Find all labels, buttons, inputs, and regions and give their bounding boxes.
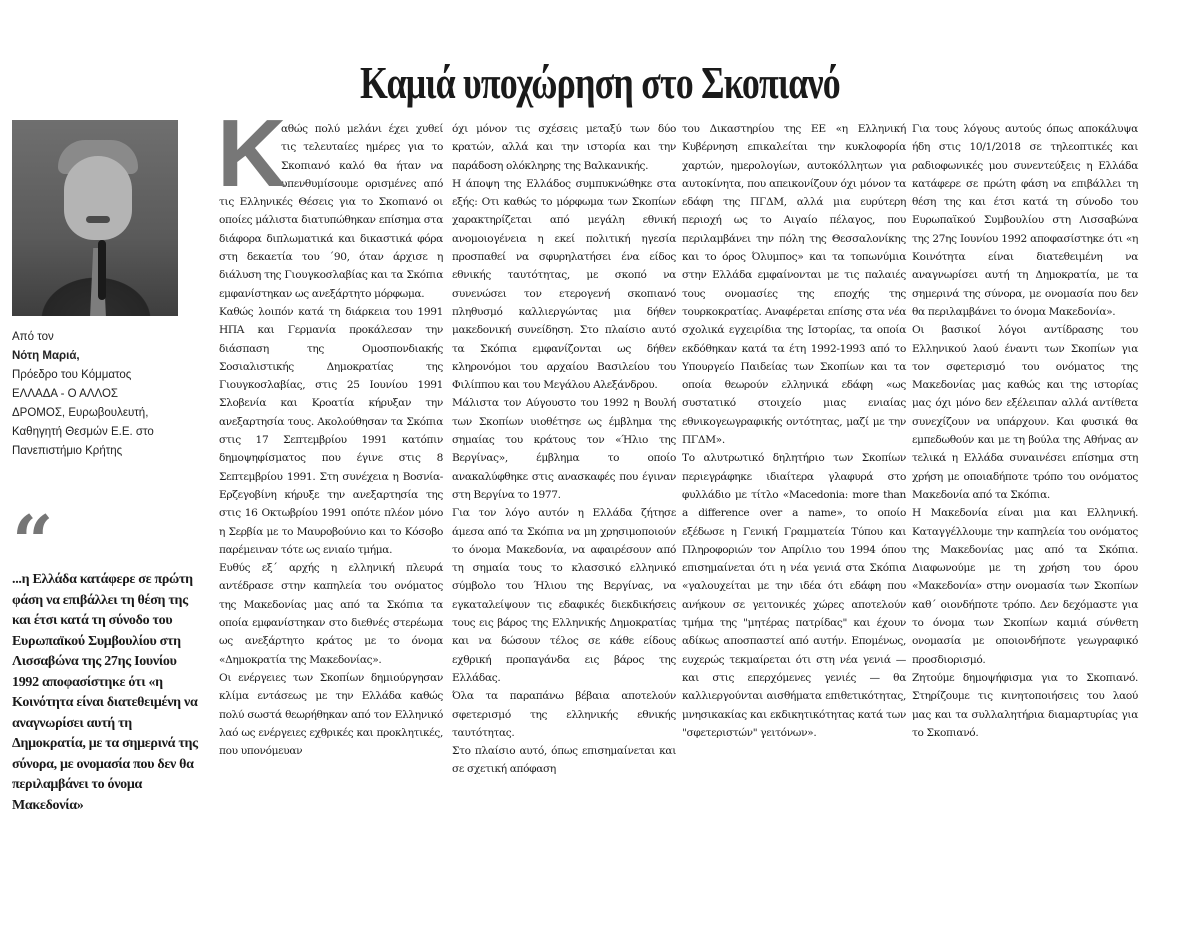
byline-prefix: Από τον <box>12 331 54 343</box>
author-byline <box>12 328 197 461</box>
article-paragraph: Όλα τα παραπάνω βέβαια αποτελούν σφετερισμό της ελληνικής εθνικής ταυτότητας. <box>452 690 676 739</box>
author-role-line: ΔΡΟΜΟΣ, Ευρωβουλευτή, <box>12 407 149 419</box>
article-paragraph: όχι μόνον τις σχέσεις μεταξύ των δύο κρατών, αλλά και την ιστορία και την παράδοση ολόκληρης της Βαλκανικής. <box>452 123 676 172</box>
article-paragraph: Στο πλαίσιο αυτό, όπως επισημαίνεται και σε σχετική απόφαση <box>452 745 676 776</box>
article-column-2 <box>452 120 676 779</box>
article-paragraph: Για τους λόγους αυτούς όπως αποκάλυψα ήδη στις 10/1/2018 σε τηλεοπτικές και ραδιοφωνικές μου συνεντεύξεις η Ελλάδα κατάφερε σε πρώτη φάση να επιβάλλει τη θέση της και έτσι κατά τη σύνοδο του Ευρωπαϊκού Συμβουλίου στη Λισσαβώνα της 27ης Ιουνίου 1992 αποφασίστηκε ότι «η Κοινότητα είναι διατεθειμένη να αναγνωρίσει αυτή τη Δημοκρατία, με τα σημερινά της σύνορα, με ονομασία που δεν θα περιλαμβάνει το όνομα Μακεδονία». <box>912 123 1138 318</box>
photo-mouth <box>86 216 110 223</box>
article-column-3 <box>682 120 906 742</box>
article-column-1 <box>217 100 443 760</box>
drop-cap-letter: Κ <box>217 100 286 207</box>
article-paragraph: Οι βασικοί λόγοι αντίδρασης του Ελληνικού λαού έναντι των Σκοπίων για τον σφετερισμό του ονόματος της Μακεδονίας μας καθώς και της ιστορίας μας όχι μόνο δεν εξέλειπαν αλλά αντίθετα συνεχίζουν να υπάρχουν. Και φυσικά θα εμπεδωθούν και με τη βούλα της Αθήνας αν τελικά η Ελλάδα συναινέσει επίσημα στη χρήση με οποιαδήποτε τρόπο του ονόματος Μακεδονία από τα Σκόπια. <box>912 324 1138 501</box>
author-role-line: Πανεπιστήμιο Κρήτης <box>12 445 123 457</box>
article-paragraph: αθώς πολύ μελάνι έχει χυθεί τις τελευταίες ημέρες για το Σκοπιανό καλό θα ήταν να υπενθυμίσουμε ορισμένες από τις Ελληνικές Θέσεις για το Σκοπιανό οι οποίες μάλιστα διατυπώθηκαν επίσημα στα διάφορα διπλωματικά και δικαστικά φόρα στη δεκαετία του ΄90, όταν άρχισε η διάλυση της Γιουγκοσλαβίας και τα Σκόπια εμφανίστηκαν ως ανεξάρτητο μόρφωμα. <box>219 123 443 300</box>
article-paragraph: Για τον λόγο αυτόν η Ελλάδα ζήτησε άμεσα από τα Σκόπια να μη χρησιμοποιούν το όνομα Μακεδονία, να αφαιρέσουν από τη σημαία τους το κλασσικό ελληνικό σύμβολο του Ήλιου της Βεργίνας, να εγκαταλείψουν τις εδαφικές διεκδικήσεις τους εις βάρος της Ελληνικής Δημοκρατίας και να δώσουν τέλος σε κάθε είδους εχθρική προπαγάνδα εις βάρος της Ελλάδας. <box>452 507 676 684</box>
article-paragraph: Η άποψη της Ελλάδος συμπυκνώθηκε στα εξής: Οτι καθώς το μόρφωμα των Σκοπίων χαρακτηρίζεται από μεγάλη εθνική ανομοιογένεια η εκεί πολιτική ηγεσία προσπαθεί να σφυρηλατήσει ένα είδος εθνικής ταυτότητας, με σκοπό να συνενώσει τον ετερογενή σκοπιανό πληθυσμό καλλιεργώντας μια δήθεν μακεδονική συνείδηση. Στο πλαίσιο αυτό τα Σκόπια εμφανίζονται ως δήθεν κληρονόμοι του αρχαίου Βασιλείου του Φιλίππου και του Μεγάλου Αλεξάνδρου. <box>452 177 676 392</box>
photo-microphone <box>98 240 106 300</box>
photo-face <box>64 156 132 240</box>
article-column-4 <box>912 120 1138 742</box>
author-photo <box>12 120 178 316</box>
author-role-line: Πρόεδρο του Κόμματος <box>12 369 132 381</box>
article-paragraph: Ζητούμε δημοψήφισμα για το Σκοπιανό. Στηρίζουμε τις κινητοποιήσεις του λαού μας και τα συλλαλητήρια διαμαρτυρίας για το Σκοπιανό. <box>912 671 1138 739</box>
article-headline: Καμιά υποχώρηση στο Σκοπιανό <box>360 56 840 108</box>
pull-quote: ...η Ελλάδα κατάφερε σε πρώτη φάση να επιβάλλει τη θέση της και έτσι κατά τη σύνοδο του Ευρωπαϊκού Συμβουλίου στη Λισσαβώνα της 27ης Ιουνίου 1992 αποφασίστηκε ότι «η Κοινότητα είναι διατεθειμένη να αναγνωρίσει αυτή τη Δημοκρατία, με τα σημερινά της σύνορα, με ονομασία που δεν θα περιλαμβάνει το όνομα Μακεδονία» <box>12 572 198 813</box>
article-paragraph: του Δικαστηρίου της ΕΕ «η Ελληνική Κυβέρνηση επικαλείται την κυκλοφορία χαρτών, ημερολογίων, αυτοκόλλητων για αυτοκίνητα, που απεικονίζουν όχι μόνον τα εδάφη της ΠΓΔΜ, αλλά μια ευρύτερη περιοχή ως το Αιγαίο πέλαγος, που περιλαμβάνει την πόλη της Θεσσαλονίκης και το όρος Όλυμπος» και τα τοπωνύμια στην Ελλάδα εμφαίνονται με τις παλαιές τους ονομασίες της εποχής της τουρκοκρατίας. Αναφέρεται επίσης στα νέα σχολικά εγχειρίδια της Ιστορίας, τα οποία εκδόθηκαν κατά τα έτη 1992-1993 από το Υπουργείο Παιδείας των Σκοπίων και τα οποία θεωρούν ελληνικά εδάφη «ως συστατικό στοιχείο μιας ενιαίας εθνικογεωγραφικής οντότητας, μαζί με την ΠΓΔΜ». <box>682 123 906 447</box>
author-role-line: Καθηγητή Θεσμών Ε.Ε. στο <box>12 426 154 438</box>
article-paragraph: Ευθύς εξ΄ αρχής η ελληνική πλευρά αντέδρασε στην καπηλεία του ονόματος της Μακεδονίας μας από τα Σκόπια τα οποία εμφανίστηκαν στο διεθνές στερέωμα ως ανεξάρτητο κράτος με το όνομα «Δημοκρατία της Μακεδονίας». <box>219 562 443 666</box>
quotation-mark-icon: “ <box>12 499 54 584</box>
author-role-line: ΕΛΛΑΔΑ - Ο ΑΛΛΟΣ <box>12 388 118 400</box>
article-paragraph: Το αλυτρωτικό δηλητήριο των Σκοπίων περιεγράφηκε ιδιαίτερα γλαφυρά στο φυλλάδιο με τίτλο «Macedonia: more than a difference over a name», το οποίο εξέδωσε η Γενική Γραμματεία Τύπου και Πληροφοριών τον Απρίλιο του 1994 όπου επισημαίνεται ότι η νέα γενιά στα Σκόπια «γαλουχείται με την ιδέα ότι εδάφη που ανήκουν σε γειτονικές χώρες αποτελούν τμήμα της "μητέρας πατρίδας" και έχουν αδίκως αποσπαστεί από αυτήν. Επομένως, ευχερώς τεκμαίρεται ότι στη νέα γενιά — και στις επερχόμενες γενιές — θα καλλιεργούνται αισθήματα επιθετικότητας, μνησικακίας και εκδικητικότητας κατά των "σφετεριστών" γειτόνων». <box>682 452 906 739</box>
article-paragraph: Μάλιστα τον Αύγουστο του 1992 η Βουλή των Σκοπίων υιοθέτησε ως έμβλημα της σημαίας του κράτους τον «Ήλιο της Βεργίνας», έμβλημα το οποίο ανακαλύφθηκε στις ανασκαφές που έγιναν στη Βεργίνα το 1977. <box>452 397 676 501</box>
author-name: Νότη Μαριά, <box>12 350 80 362</box>
drop-cap <box>217 100 286 207</box>
article-paragraph: Οι ενέργειες των Σκοπίων δημιούργησαν κλίμα εντάσεως με την Ελλάδα καθώς πολύ σωστά θεωρήθηκαν από τον Ελληνικό λαό ως ενέργειες εχθρικές και προκλητικές, που υπονόμευαν <box>219 671 443 758</box>
article-paragraph: Καθώς λοιπόν κατά τη διάρκεια του 1991 ΗΠΑ και Γερμανία προκάλεσαν την διάσπαση της Ομοσπονδιακής Σοσιαλιστικής Δημοκρατίας της Γιουγκοσλαβίας, στις 25 Ιουνίου 1991 Σλοβενία και Κροατία κήρυξαν την ανεξαρτησία τους. Ακολούθησαν τα Σκόπια στις 17 Σεπτεμβρίου 1991 κατόπιν δημοψηφίσματος που έγινε στις 8 Σεπτεμβρίου 1991. Στη συνέχεια η Βοσνία-Ερζεγοβίνη κήρυξε την ανεξαρτησία της στις 16 Οκτωβρίου 1991 οπότε πλέον μόνο η Σερβία με το Μαυροβούνιο και το Κόσοβο παρέμειναν τότε ως ενιαίο τμήμα. <box>219 305 443 556</box>
article-paragraph: Η Μακεδονία είναι μια και Ελληνική. Καταγγέλλουμε την καπηλεία του ονόματος της Μακεδονίας μας από τα Σκόπια. Διαφωνούμε με τη χρήση του όρου «Μακεδονία» στην ονομασία των Σκοπίων καθ΄ οιονδήποτε τρόπο. Δεν δεχόμαστε για το όνομα των Σκοπίων καμιά σύνθετη ονομασία με οποιονδήποτε γεωγραφικό προσδιορισμό. <box>912 507 1138 666</box>
